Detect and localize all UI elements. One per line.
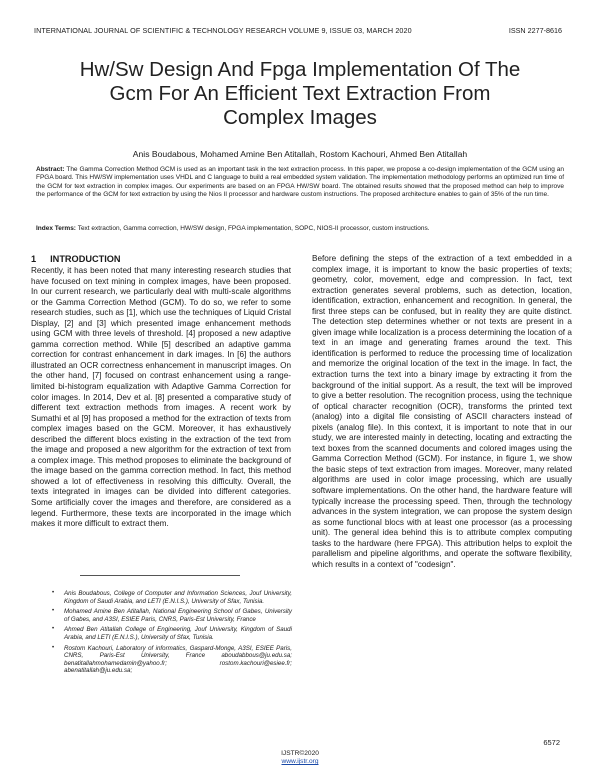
index-terms-label: Index Terms: [36, 225, 76, 232]
footer-copyright: IJSTR©2020 [281, 750, 319, 757]
title-line: Complex Images [223, 106, 377, 129]
abstract-label: Abstract: [36, 166, 65, 173]
title-line: Hw/Sw Design And Fpga Implementation Of The [79, 58, 521, 81]
page-number: 6572 [543, 738, 560, 747]
journal-header: INTERNATIONAL JOURNAL OF SCIENTIFIC & TECHNOLOGY RESEARCH VOLUME 9, ISSUE 03, MARCH 2020 [34, 26, 412, 35]
footnote: • Rostom Kachouri, Laboratory of informatics, Gaspard-Monge, A3SI, ESIEE Paris, CNRS, Paris-Est University, France aboudabbous@ju.edu.sa; benatitallahmohamedamin@yahoo.fr; rostom.kachouri@esiee.fr; abenatitallah@ju.edu.sa; [52, 644, 292, 675]
intro-paragraph-left: Recently, it has been noted that many interesting research studies that have focused on text mining in complex images, have been proposed. In our current research, we particularly deal with multi-scale algorithms or the Gamma Correction Method (GCM). To do so, we refer to some research studies, such as [1], which use the techniques of Liquid Cristal Display, [2] and [3] which presented image enhancement methods using GCM with three levels of threshold. [4] proposed a new adaptive gamma correction method. While [5] described an adaptive gamma correction for contrast enhancement in dark images. In [6] the authors illustrated an OCR correctness enhancement in manuscript images. On the other hand, [7] focused on contrast enhancement using a range-limited bi-histogram equalization with Adaptive Gamma Correction for color images. In 2014, Dev et al. [8] presented a comparative study of different text extraction methods from images. A recent work by Sumathi et al [9] has proposed a method for the extraction of texts from complex images based on the GCM. Moreover, it has exhaustively described the different blocs existing in the extraction of the text from the image and proposed a new algorithm for the extraction of text from a complex image. This method proposes to eliminate the background of the image based on the gamma correction method. In fact, this method showed a lot of effectiveness in resolving this difficulty. Overall, the texts integrated in images can be divided into different categories. Some artificially cover the images and therefore, are considered as a legend. Furthermore, these texts are incorporated in the image which makes it more difficult to extract them. [31, 266, 291, 529]
section-title: INTRODUCTION [50, 254, 121, 264]
abstract [36, 166, 564, 200]
abstract-text: The Gamma Correction Method GCM is used as an important task in the text extraction process. In this paper, we propose a co-design implementation of the GCM using an FPGA board. This HW/SW implementation uses VHDL and C language to build a real embedded system validation. The implementation methodology performs an optimized run time of the GCM for text extraction in complex images. Our experiments are based on an FPGA HW/SW board. The obtained results showed that the proposed method can help to improve the performance of the GCM for text extraction by using the Nios II processor and hardware custom instructions. The proposed architecture enables to gain of 35% of the run time. [36, 166, 564, 199]
author-list: Anis Boudabous, Mohamed Amine Ben Atitallah, Rostom Kachouri, Ahmed Ben Atitallah [132, 149, 468, 159]
right-column [312, 254, 572, 570]
index-terms-text: Text extraction, Gamma correction, HW/SW design, FPGA implementation, SOPC, NIOS-II processor, custom instructions. [77, 225, 430, 232]
paper-title [20, 58, 580, 130]
bullet-icon: • [52, 644, 55, 651]
section-number: 1 [31, 254, 37, 264]
intro-paragraph-right: Before defining the steps of the extraction of a text embedded in a complex image, it is important to know the basic properties of texts; geometry, color, movement, edge and compression. In fact, text extraction generates several problems, such as detection, location, identification, extraction, enhancement and recognition. In general, the first three steps can be confused, but in reality they are quite distinct. The detection step determines whether or not texts are present in a given image while localization is a process determining the location of a text in an image and generating frames around the text. This identification is performed to reduce the processing time of localization and memorize the original location of the text in the image. In fact, the extraction turns the text into a binary image by extracting it from the background of the initial support. As a result, the text will be improved to give a better resolution. The recognition process, using the technique of optical character recognition (OCR), transforms the printed text (analog) into a digital file consisting of ASCII characters instead of pixels (analog file). In this context, it is important to note that in our study, we are interested mainly in detecting, locating and extracting the text boxes from the scanned documents and colored images using the Gamma Correction Method (GCM). For instance, in figure 1, we show the basic steps of text extraction from images. Moreover, many related algorithms are used in color image processing, which are usually software implementations. On the other hand, the hardware feature will typically increase the processing speed. Then, through the technology advances in the system integration, we can propose the system design as some functional blocs with at least one processor (as a processing unit). The general idea behind this is to attribute complex computing tasks to the hardware (here FPGA). This attribution helps to exploit the parallelism and pipeline algorithms, and operate the software flexibility, which results in a context of "codesign". [312, 254, 572, 569]
footnote: • Mohamed Amine Ben Atitallah, National Engineering School of Gabes, University of Gabes, and A3SI, ESIEE Paris, CNRS, Paris-Est University, France [52, 608, 292, 623]
title-line: Gcm For An Efficient Text Extraction From [109, 82, 491, 105]
bullet-icon: • [52, 626, 55, 633]
footnote: • Ahmed Ben Atitallah College of Engineering, Jouf University, Kingdom of Saudi Arabia, and LETI (E.N.I.S.), University of Sfax, Tunisia. [52, 626, 292, 641]
footer-site-link[interactable]: www.ijstr.org [281, 758, 319, 765]
footnotes [52, 590, 292, 678]
footnote-divider [80, 575, 240, 576]
left-column [31, 254, 291, 530]
issn: ISSN 2277-8616 [508, 26, 562, 35]
section-heading [31, 254, 291, 264]
bullet-icon: • [52, 608, 55, 615]
bullet-icon: • [52, 590, 55, 596]
footnote: • Anis Boudabous, College of Computer and Information Sciences, Jouf University, Kingdom of Saudi Arabia, and LETI (E.N.I.S.), University of Sfax, Tunisia. [52, 590, 292, 605]
index-terms [36, 225, 564, 233]
page-footer [0, 750, 600, 766]
